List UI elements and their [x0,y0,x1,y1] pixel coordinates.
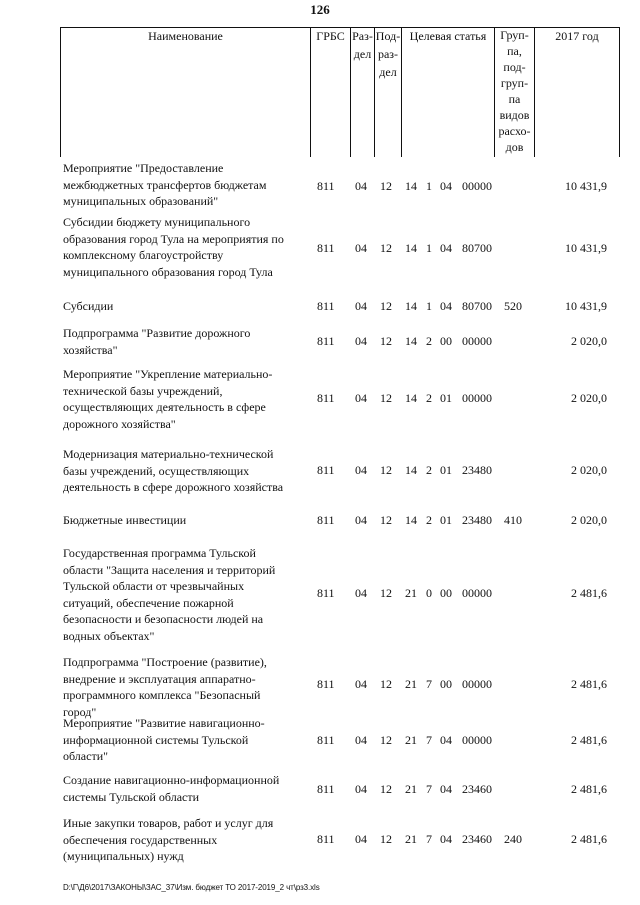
row-podrazdel: 12 [380,733,392,747]
row-podrazdel: 12 [380,334,392,348]
page-number: 126 [310,2,330,17]
row-target-subprogram: 7 [426,782,432,796]
row-grbs: 811 [317,179,335,193]
row-name: Модернизация материально-технической базы учреждений, осуществляющих деятельность в сфере дорожного хозяйства [63,447,284,494]
row-sum-2017: 2 020,0 [571,463,607,477]
row-grbs: 811 [317,334,335,348]
row-target-program: 14 [405,391,417,405]
row-grbs: 811 [317,391,335,405]
row-sum-2017: 10 431,9 [565,179,607,193]
row-target-subprogram: 7 [426,733,432,747]
row-target-direction: 23460 [462,782,492,796]
row-name: Подпрограмма "Развитие дорожного хозяйства" [63,326,251,357]
row-target-subprogram: 0 [426,586,432,600]
row-sum-2017: 10 431,9 [565,241,607,255]
row-target-direction: 00000 [462,677,492,691]
row-expense-type: 520 [504,299,522,313]
row-target-subprogram: 2 [426,513,432,527]
row-razdel: 04 [355,832,367,846]
row-target-subprogram: 1 [426,241,432,255]
row-target-program: 21 [405,782,417,796]
file-path-footer: D:\Г\Д6\2017\ЗАКОНЫ\ЗАС_37\Изм. бюджет ТО 2017-2019_2 чт\рз3.xls [63,883,320,892]
header-tselevaya-statya: Целевая статья [409,29,487,43]
row-target-subprogram: 1 [426,299,432,313]
row-podrazdel: 12 [380,586,392,600]
row-razdel: 04 [355,782,367,796]
header-gruppa: Груп- па, под- груп- па видов расхо- дов [498,28,531,154]
row-name: Иные закупки товаров, работ и услуг для обеспечения государственных (муниципальных) нужд [63,816,274,863]
row-target-direction: 80700 [462,299,492,313]
row-target-subprogram: 7 [426,832,432,846]
row-grbs: 811 [317,586,335,600]
row-target-event: 04 [440,179,452,193]
row-target-program: 14 [405,241,417,255]
row-sum-2017: 2 020,0 [571,513,607,527]
row-razdel: 04 [355,334,367,348]
row-target-event: 01 [440,391,452,405]
row-target-event: 04 [440,832,452,846]
row-podrazdel: 12 [380,832,392,846]
row-target-direction: 23480 [462,463,492,477]
row-grbs: 811 [317,782,335,796]
row-target-program: 14 [405,334,417,348]
row-target-program: 14 [405,513,417,527]
row-razdel: 04 [355,299,367,313]
row-sum-2017: 2 020,0 [571,334,607,348]
row-target-event: 00 [440,586,452,600]
row-target-direction: 00000 [462,391,492,405]
row-target-direction: 00000 [462,586,492,600]
row-name: Создание навигационно-информационной системы Тульской области [63,773,280,804]
header-name: Наименование [148,29,223,43]
row-razdel: 04 [355,241,367,255]
row-sum-2017: 2 481,6 [571,782,607,796]
row-podrazdel: 12 [380,179,392,193]
row-target-program: 21 [405,733,417,747]
row-target-event: 04 [440,733,452,747]
row-razdel: 04 [355,586,367,600]
row-target-subprogram: 2 [426,391,432,405]
row-name: Субсидии бюджету муниципального образования город Тула на мероприятия по комплексному благоустройству муниципального образования город Тула [63,215,284,279]
header-podrazdel: Под- раз- дел [375,29,401,79]
row-target-direction: 00000 [462,179,492,193]
row-target-direction: 23460 [462,832,492,846]
row-grbs: 811 [317,733,335,747]
row-target-subprogram: 7 [426,677,432,691]
row-target-event: 04 [440,299,452,313]
row-sum-2017: 2 481,6 [571,733,607,747]
row-grbs: 811 [317,299,335,313]
row-podrazdel: 12 [380,513,392,527]
row-target-direction: 23480 [462,513,492,527]
row-razdel: 04 [355,513,367,527]
row-podrazdel: 12 [380,299,392,313]
row-grbs: 811 [317,677,335,691]
row-expense-type: 240 [504,832,522,846]
row-target-subprogram: 1 [426,179,432,193]
row-sum-2017: 2 481,6 [571,586,607,600]
row-target-event: 01 [440,513,452,527]
row-podrazdel: 12 [380,463,392,477]
row-target-event: 00 [440,334,452,348]
row-name: Мероприятие "Предоставление межбюджетных трансфертов бюджетам муниципальных образований" [63,161,267,208]
row-target-event: 04 [440,782,452,796]
row-target-event: 04 [440,241,452,255]
row-name: Государственная программа Тульской области "Защита населения и территорий Тульской области от чрезвычайных ситуаций, обеспечение пожарной безопасности и безопасности людей на водных объектах" [63,546,276,643]
row-grbs: 811 [317,513,335,527]
header-year: 2017 год [555,29,599,43]
row-target-program: 21 [405,586,417,600]
row-target-program: 14 [405,179,417,193]
row-name: Субсидии [63,299,114,313]
row-podrazdel: 12 [380,782,392,796]
row-sum-2017: 2 481,6 [571,832,607,846]
row-target-program: 14 [405,299,417,313]
row-grbs: 811 [317,832,335,846]
row-target-subprogram: 2 [426,463,432,477]
row-razdel: 04 [355,677,367,691]
row-sum-2017: 2 020,0 [571,391,607,405]
row-target-direction: 00000 [462,334,492,348]
row-target-program: 14 [405,463,417,477]
row-podrazdel: 12 [380,391,392,405]
row-sum-2017: 10 431,9 [565,299,607,313]
row-razdel: 04 [355,391,367,405]
row-name: Мероприятие "Развитие навигационно- информационной системы Тульской области" [63,716,265,763]
header-razdel: Раз- дел [352,29,373,61]
row-target-direction: 00000 [462,733,492,747]
row-target-program: 21 [405,832,417,846]
row-grbs: 811 [317,241,335,255]
row-razdel: 04 [355,733,367,747]
row-target-subprogram: 2 [426,334,432,348]
row-target-event: 00 [440,677,452,691]
table-header [0,27,640,157]
row-target-program: 21 [405,677,417,691]
header-grbs: ГРБС [316,29,345,43]
row-name: Подпрограмма "Построение (развитие), внедрение и эксплуатация аппаратно- программного комплекса "Безопасный город" [63,655,267,719]
row-target-direction: 80700 [462,241,492,255]
row-sum-2017: 2 481,6 [571,677,607,691]
row-name: Мероприятие "Укрепление материально- технической базы учреждений, осуществляющих деятельность в сфере дорожного хозяйства" [63,367,273,431]
row-podrazdel: 12 [380,677,392,691]
row-podrazdel: 12 [380,241,392,255]
row-razdel: 04 [355,463,367,477]
row-name: Бюджетные инвестиции [63,513,187,527]
row-target-event: 01 [440,463,452,477]
row-expense-type: 410 [504,513,522,527]
row-grbs: 811 [317,463,335,477]
row-razdel: 04 [355,179,367,193]
